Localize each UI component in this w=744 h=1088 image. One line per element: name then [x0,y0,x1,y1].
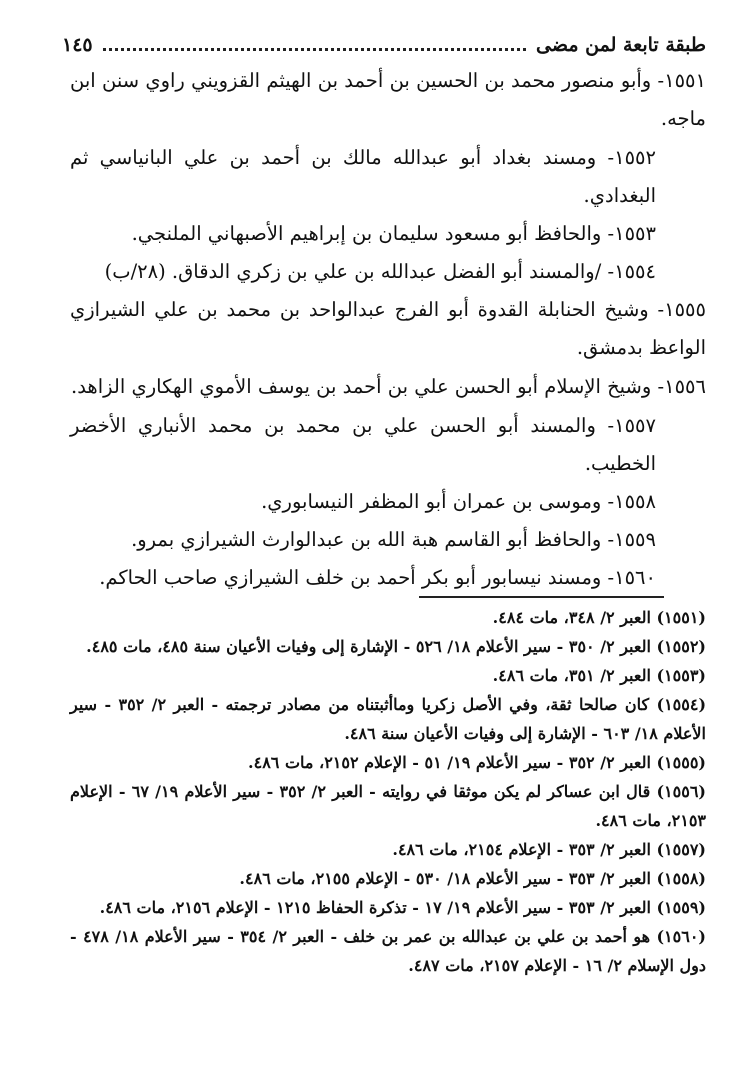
entry-1556: ١٥٥٦- وشيخ الإسلام أبو الحسن علي بن أحمد بن يوسف الأموي الهكاري الزاهد. [71,375,706,398]
footnote-1552: (١٥٥٢) العبر ٢/ ٣٥٠ - سير الأعلام ١٨/ ٥٢٦ - الإشارة إلى وفيات الأعيان سنة ٤٨٥، مات ٤٨٥. [86,637,706,656]
footnote-1558: (١٥٥٨) العبر ٢/ ٣٥٣ - سير الأعلام ١٨/ ٥٣٠ - الإعلام ٢١٥٥، مات ٤٨٦. [239,869,706,888]
entry-1551: ١٥٥١- وأبو منصور محمد بن الحسين بن أحمد بن الهيثم القزويني راوي سنن ابن ماجه. [70,69,706,130]
footnote-1555: (١٥٥٥) العبر ٢/ ٣٥٢ - سير الأعلام ١٩/ ٥١ - الإعلام ٢١٥٢، مات ٤٨٦. [248,753,706,772]
footnote-1551: (١٥٥١) العبر ٢/ ٣٤٨، مات ٤٨٤. [492,608,706,627]
entry-1553: ١٥٥٣- والحافظ أبو مسعود سليمان بن إبراهيم الأصبهاني الملنجي. [131,222,656,245]
entry-1557: ١٥٥٧- والمسند أبو الحسن علي بن محمد بن محمد الأنباري الأخضر الخطيب. [70,414,656,475]
footnote-1559: (١٥٥٩) العبر ٢/ ٣٥٣ - سير الأعلام ١٩/ ١٧ - تذكرة الحفاظ ١٢١٥ - الإعلام ٢١٥٦، مات ٤٨٦. [99,898,706,917]
entry-1558: ١٥٥٨- وموسى بن عمران أبو المظفر النيسابوري. [261,490,656,513]
entry-1559: ١٥٥٩- والحافظ أبو القاسم هبة الله بن عبدالوارث الشيرازي بمرو. [131,528,656,551]
footnote-1554: (١٥٥٤) كان صالحا ثقة، وفي الأصل زكريا وماأثبتناه من مصادر ترجمته - العبر ٢/ ٣٥٢ - سير الأعلام ١٨/ ٦٠٣ - الإشارة إلى وفيات الأعيان سنة ٤٨٦. [70,695,707,743]
footnote-1553: (١٥٥٣) العبر ٢/ ٣٥١، مات ٤٨٦. [492,666,706,685]
entries-list [70,62,706,597]
entry-1552: ١٥٥٢- ومسند بغداد أبو عبدالله مالك بن أحمد بن علي البانياسي ثم البغدادي. [70,146,656,207]
footnotes-list [70,603,706,980]
leader-dots [103,48,526,51]
entry-1554: ١٥٥٤- /والمسند أبو الفضل عبدالله بن علي بن زكري الدقاق. (٢٨/ب) [104,260,656,283]
footnote-1556: (١٥٥٦) قال ابن عساكر لم يكن موثقا في روايته - العبر ٢/ ٣٥٢ - سير الأعلام ١٩/ ٦٧ - الإعلام ٢١٥٣، مات ٤٨٦. [70,782,706,830]
footnote-1560: (١٥٦٠) هو أحمد بن علي بن عبدالله بن عمر بن خلف - العبر ٢/ ٣٥٤ - سير الأعلام ١٨/ ٤٧٨ - دول الإسلام ٢/ ١٦ - الإعلام ٢١٥٧، مات ٤٨٧. [70,927,706,975]
running-title: طبقة تابعة لمن مضى [536,34,706,56]
page-number: ١٤٥ [62,34,93,56]
entry-1560: ١٥٦٠- ومسند نيسابور أبو بكر أحمد بن خلف الشيرازي صاحب الحاكم. [99,566,656,589]
entry-1555: ١٥٥٥- وشيخ الحنابلة القدوة أبو الفرج عبدالواحد بن محمد بن علي الشيرازي الواعظ بدمشق. [70,298,706,359]
footnote-rule [419,596,664,598]
running-header [62,30,706,60]
footnote-1557: (١٥٥٧) العبر ٢/ ٣٥٣ - الإعلام ٢١٥٤، مات ٤٨٦. [392,840,706,859]
